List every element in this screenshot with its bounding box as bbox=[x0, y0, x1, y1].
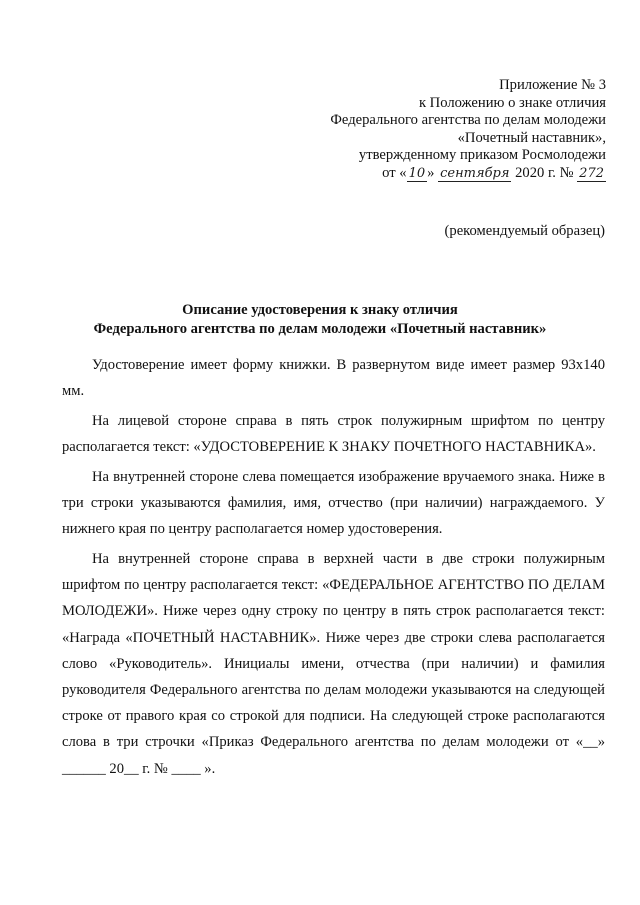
paragraph-inner-right: На внутренней стороне справа в верхней части в две строки полужирным шрифтом по центру располагается текст: «ФЕДЕРАЛЬНОЕ АГЕНТСТВО ПО ДЕЛАМ МОЛОДЕЖИ». Ниже через одну строку по центру в пять строк располагается текст: «Награда «ПОЧЕТНЫЙ НАСТАВНИК». Ниже через две строки слева располагается слово «Руководитель». Инициалы имени, отчества (при наличии) и фамилия руководителя Федерального агентства по делам молодежи указываются на следующей строке от правого края со строкой для подписи. На следующей строке располагаются слова в три строчки «Приказ Федерального агентства по делам молодежи от «__» ______ 20__ г. № ____ ». bbox=[62, 550, 605, 777]
title-line-1: Описание удостоверения к знаку отличия bbox=[182, 302, 458, 318]
handwritten-month: сентября bbox=[440, 165, 510, 181]
document-body bbox=[62, 352, 605, 785]
year-and-number-label: 2020 г. № bbox=[515, 164, 574, 181]
annex-award-name: «Почетный наставник», bbox=[457, 129, 606, 146]
annex-agency: Федерального агентства по делам молодежи bbox=[330, 112, 606, 128]
handwritten-order-number: 272 bbox=[579, 165, 604, 181]
paragraph-inner-left: На внутренней стороне слева помещается изображение вручаемого знака. Ниже в три строки указываются фамилия, имя, отчество (при наличии) награждаемого. У нижнего края по центру располагается номер удостоверения. bbox=[62, 468, 605, 538]
annex-order-date bbox=[330, 165, 606, 183]
document-title bbox=[0, 301, 640, 339]
annex-header bbox=[330, 77, 606, 182]
annex-approved-by: утвержденному приказом Росмолодежи bbox=[358, 147, 606, 163]
paragraph-form: Удостоверение имеет форму книжки. В развернутом виде имеет размер 93х140 мм. bbox=[62, 357, 605, 400]
title-line-2: Федерального агентства по делам молодежи «Почетный наставник» bbox=[93, 321, 547, 337]
annex-regulation: к Положению о знаке отличия bbox=[418, 94, 606, 111]
paragraph-front-side: На лицевой стороне справа в пять строк полужирным шрифтом по центру располагается текст: «УДОСТОВЕРЕНИЕ К ЗНАКУ ПОЧЕТНОГО НАСТАВНИКА». bbox=[62, 412, 605, 456]
date-prefix: от « bbox=[382, 164, 407, 181]
handwritten-day: 10 bbox=[408, 165, 426, 181]
sample-note: (рекомендуемый образец) bbox=[444, 223, 605, 239]
annex-number: Приложение № 3 bbox=[499, 77, 606, 93]
date-separator: » bbox=[427, 164, 435, 181]
